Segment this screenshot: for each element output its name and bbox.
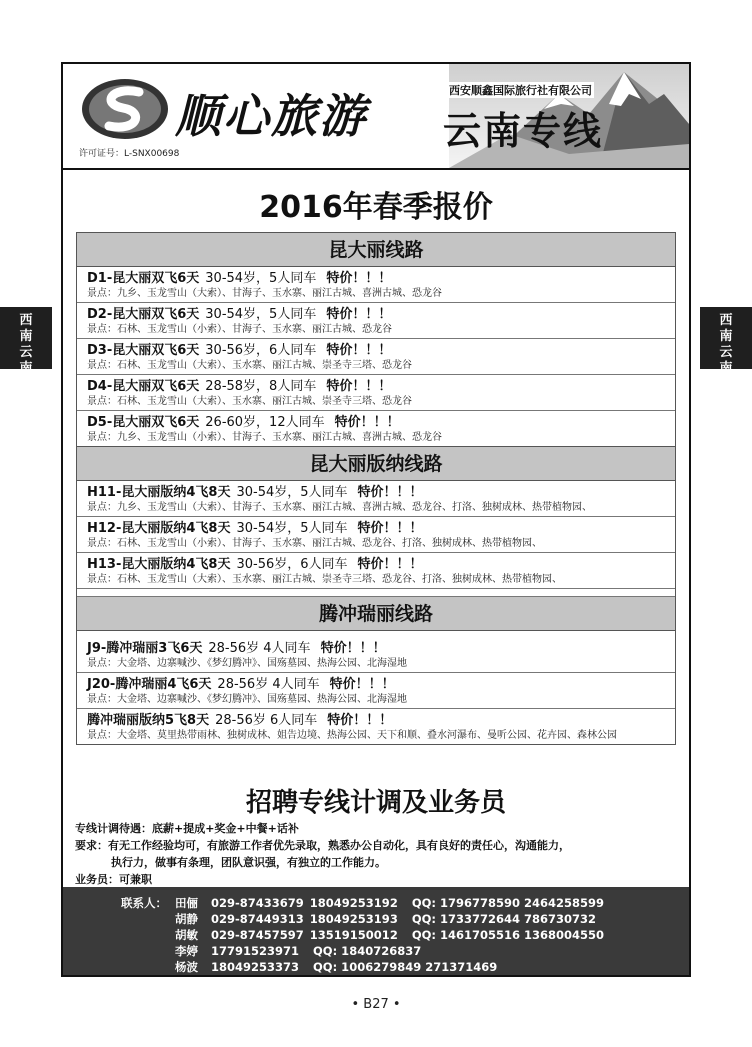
route-spots: 景点：大金塔、莫里热带雨林、独树成林、姐告边境、热海公园、天下和顺、叠水河瀑布、曼听公园、花卉园、森林公园: [87, 730, 617, 741]
route-item: [77, 709, 675, 744]
route-item: [77, 481, 675, 517]
route-code: J20-腾冲瑞丽4飞6天: [87, 677, 212, 692]
contact-qq: QQ: 1840726837: [313, 944, 422, 958]
recruit-benefits: 专线计调待遇：底薪+提成+奖金+中餐+话补: [75, 822, 299, 835]
route-code: 腾冲瑞丽版纳5飞8天: [87, 713, 210, 728]
contact-label: 联系人：: [121, 896, 167, 910]
side-tab-char: 西: [719, 313, 733, 328]
route-meta: 30-56岁，6人同车: [205, 343, 317, 358]
contact-row: [175, 943, 421, 959]
contact-row: [175, 927, 604, 943]
route-special: 特价！！！: [327, 713, 393, 728]
contact-row: [175, 895, 604, 911]
side-tab-left: [0, 307, 52, 376]
route-special: 特价！！！: [326, 343, 392, 358]
side-tab-char: 西: [19, 313, 33, 328]
route-code: J9-腾冲瑞丽3飞6天: [87, 641, 203, 656]
route-special: 特价！！！: [334, 415, 400, 430]
route-special: 特价！！！: [326, 271, 392, 286]
side-tab-char: 南: [719, 329, 733, 344]
side-tab-char: 南: [719, 361, 733, 376]
route-item: [77, 517, 675, 553]
page-number: • B27 •: [351, 997, 401, 1012]
route-code: D1-昆大丽双飞6天: [87, 271, 200, 286]
route-meta: 30-54岁，5人同车: [236, 521, 348, 536]
side-tab-right: [700, 307, 752, 376]
contact-phone: 029-87449313: [211, 912, 304, 926]
contact-row: [175, 911, 596, 927]
contact-phone: 18049253373: [211, 960, 300, 974]
route-special: 特价！！！: [326, 307, 392, 322]
route-meta: 28-56岁 4人同车: [217, 677, 320, 692]
contact-qq: QQ: 1006279849 271371469: [313, 960, 498, 974]
contact-row: [175, 959, 497, 975]
route-meta: 30-54岁，5人同车: [205, 271, 317, 286]
contact-panel: [63, 887, 689, 975]
route-meta: 30-56岁，6人同车: [236, 557, 348, 572]
contact-phone: 029-87433679: [211, 896, 304, 910]
route-item: [77, 411, 675, 447]
contact-mobile: 18049253192: [309, 896, 398, 910]
recruit-body: [75, 820, 675, 888]
side-tab-char: 云: [19, 345, 33, 360]
route-item: [77, 303, 675, 339]
routes-table: [76, 232, 676, 745]
route-item: [77, 637, 675, 673]
section-spacer: [77, 589, 675, 597]
route-special: 特价！！！: [329, 677, 395, 692]
route-spots: 景点：九乡、玉龙雪山（小索）、甘海子、玉水寨、丽江古城、喜洲古城、恐龙谷: [87, 432, 442, 443]
contact-qq: QQ: 1796778590 2464258599: [411, 896, 605, 910]
route-spots: 景点：九乡、玉龙雪山（大索）、甘海子、玉水寨、丽江古城、喜洲古城、恐龙谷: [87, 288, 442, 299]
contact-mobile: 18049253193: [309, 912, 398, 926]
route-special: 特价！！！: [320, 641, 386, 656]
contact-mobile: 13519150012: [309, 928, 398, 942]
route-special: 特价！！！: [357, 557, 423, 572]
route-special: 特价！！！: [357, 485, 423, 500]
route-item: [77, 267, 675, 303]
brand-name: 顺心旅游: [175, 89, 367, 143]
recruit-requirements: 要求：有无工作经验均可，有旅游工作者优先录取，熟悉办公自动化，具有良好的责任心，沟通能力，: [75, 839, 570, 852]
route-code: D5-昆大丽双飞6天: [87, 415, 200, 430]
recruit-title: 招聘专线计调及业务员: [245, 788, 506, 818]
side-tab-char: 南: [19, 329, 33, 344]
route-code: D3-昆大丽双飞6天: [87, 343, 200, 358]
route-code: D2-昆大丽双飞6天: [87, 307, 200, 322]
route-special: 特价！！！: [326, 379, 392, 394]
route-code: H13-昆大丽版纳4飞8天: [87, 557, 231, 572]
route-spots: 景点：石林、玉龙雪山（大索）、玉水寨、丽江古城、崇圣寺三塔、恐龙谷: [87, 396, 412, 407]
main-title: 2016年春季报价: [259, 190, 493, 225]
contact-phone: 17791523971: [211, 944, 300, 958]
route-spots: 景点：大金塔、边寨喊沙、《梦幻腾冲》、国殇墓园、热海公园、北海湿地: [87, 694, 407, 705]
route-item: [77, 339, 675, 375]
license-number: 许可证号：L-SNX00698: [79, 149, 180, 159]
route-item: [77, 673, 675, 709]
side-tab-char: 云: [719, 345, 733, 360]
route-code: D4-昆大丽双飞6天: [87, 379, 200, 394]
side-tab-char: 南: [19, 361, 33, 376]
contact-name: 胡敏: [175, 928, 198, 942]
route-spots: 景点：九乡、玉龙雪山（大索）、甘海子、玉水寨、丽江古城、喜洲古城、恐龙谷、打洛、独树成林、热带植物园、: [87, 502, 592, 513]
route-spots: 景点：石林、玉龙雪山（大索）、玉水寨、丽江古城、崇圣寺三塔、恐龙谷: [87, 360, 412, 371]
page-frame: [61, 62, 691, 977]
company-name: 西安顺鑫国际旅行社有限公司: [449, 84, 592, 97]
header-banner: [63, 64, 689, 170]
section-title: 腾冲瑞丽线路: [77, 597, 675, 631]
route-special: 特价！！！: [357, 521, 423, 536]
route-spots: 景点：大金塔、边寨喊沙、《梦幻腾冲》、国殇墓园、热海公园、北海湿地: [87, 658, 407, 669]
contact-qq: QQ: 1733772644 786730732: [411, 912, 597, 926]
route-meta: 28-56岁 4人同车: [208, 641, 311, 656]
route-meta: 28-58岁，8人同车: [205, 379, 317, 394]
route-meta: 30-54岁，5人同车: [205, 307, 317, 322]
brand-logo-icon: [81, 78, 169, 140]
contact-phone: 029-87457597: [211, 928, 304, 942]
route-code: H12-昆大丽版纳4飞8天: [87, 521, 231, 536]
route-item: [77, 553, 675, 589]
route-spots: 景点：石林、玉龙雪山（大索）、玉水寨、丽江古城、崇圣寺三塔、恐龙谷、打洛、独树成林、热带植物园、: [87, 574, 562, 585]
contact-name: 杨波: [175, 960, 198, 974]
route-item: [77, 375, 675, 411]
recruit-salesman: 业务员：可兼职: [75, 873, 152, 886]
contact-name: 李婷: [175, 944, 198, 958]
route-meta: 30-54岁，5人同车: [236, 485, 348, 500]
section-title: 昆大丽线路: [77, 233, 675, 267]
contact-name: 胡静: [175, 912, 198, 926]
route-meta: 26-60岁，12人同车: [205, 415, 325, 430]
contact-qq: QQ: 1461705516 1368004550: [411, 928, 605, 942]
section-title: 昆大丽版纳线路: [77, 447, 675, 481]
route-meta: 28-56岁 6人同车: [215, 713, 318, 728]
line-name: 云南专线: [443, 109, 604, 153]
route-spots: 景点：石林、玉龙雪山（小索）、甘海子、玉水寨、丽江古城、恐龙谷: [87, 324, 392, 335]
recruit-requirements-cont: 执行力，做事有条理，团队意识强，有独立的工作能力。: [111, 856, 386, 869]
contact-name: 田俪: [175, 896, 198, 910]
route-spots: 景点：石林、玉龙雪山（小索）、甘海子、玉水寨、丽江古城、恐龙谷、打洛、独树成林、热带植物园、: [87, 538, 542, 549]
route-code: H11-昆大丽版纳4飞8天: [87, 485, 231, 500]
